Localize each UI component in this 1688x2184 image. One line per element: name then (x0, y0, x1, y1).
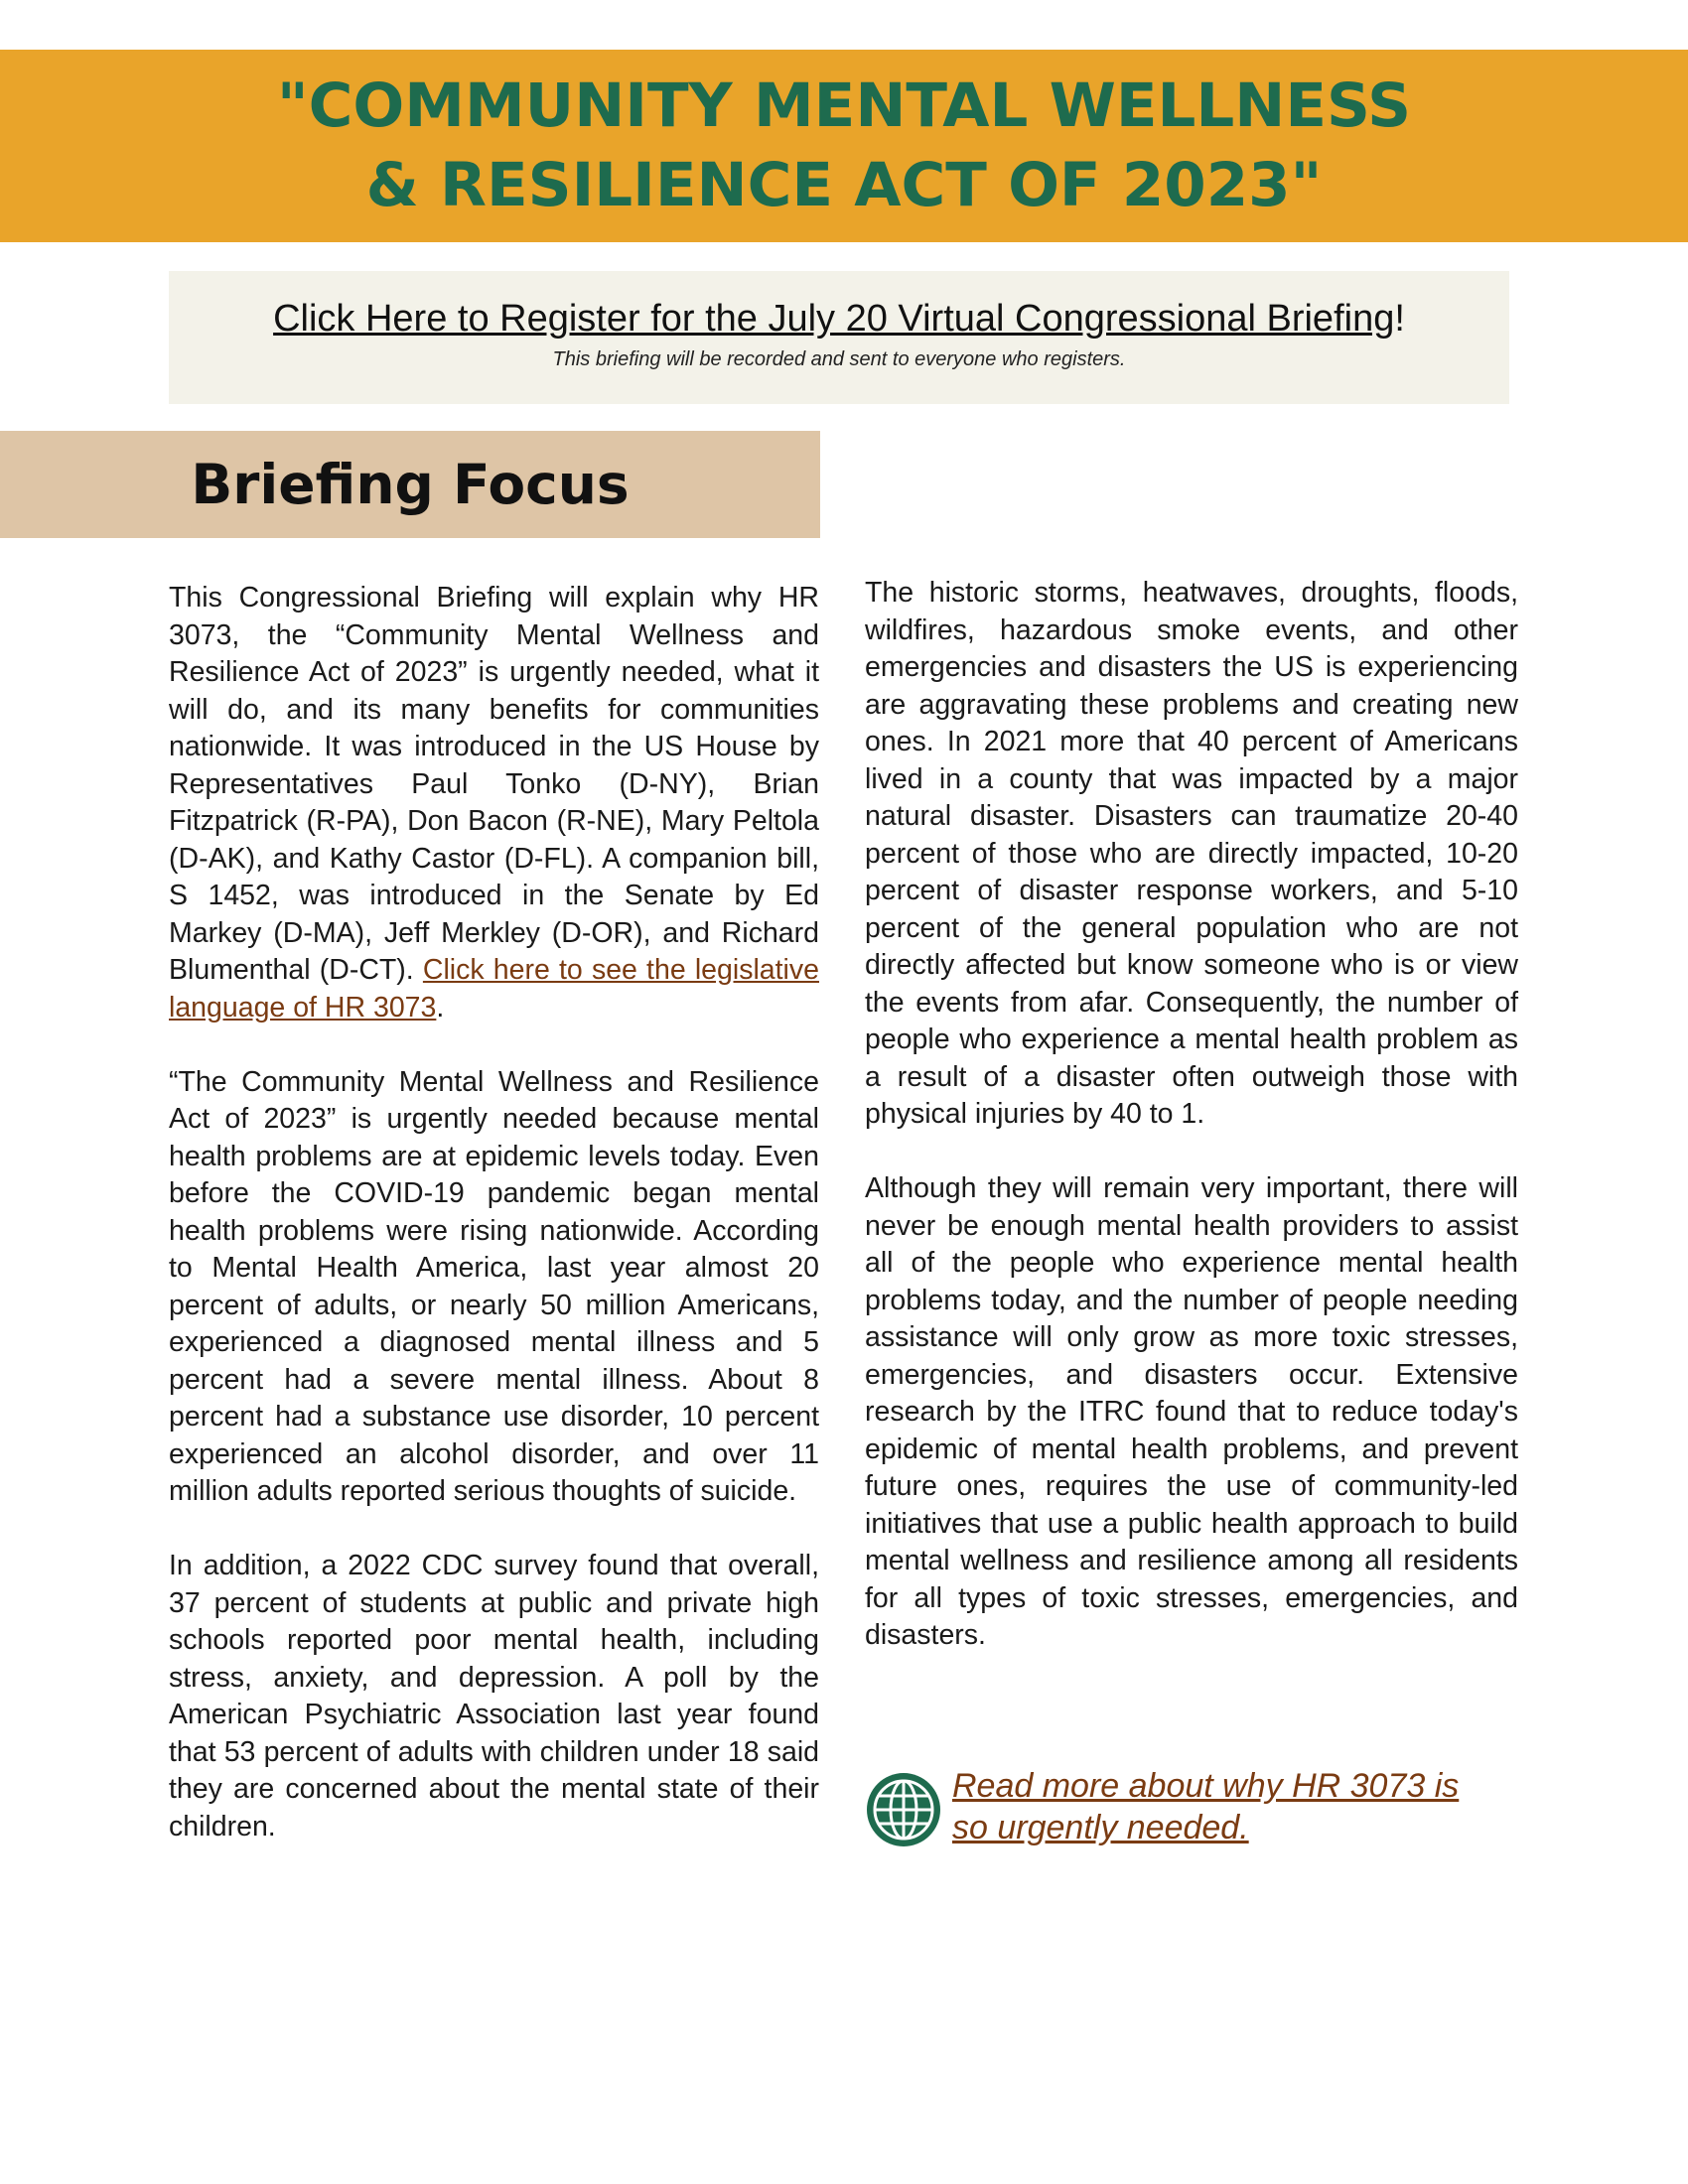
title-banner (0, 50, 1688, 242)
section-heading: Briefing Focus (191, 453, 630, 516)
right-column (865, 575, 1518, 1692)
register-link[interactable]: Click Here to Register for the July 20 Virtual Congressional Briefing (273, 298, 1395, 340)
section-heading-box (0, 431, 820, 538)
right-paragraph-1: The historic storms, heatwaves, droughts, floods, wildfires, hazardous smoke events, and other emergencies and disasters the US is experiencing are aggravating these problems and creating new ones. In 2021 more that 40 percent of Americans lived in a county that was impacted by a major natural disaster. Disasters can traumatize 20-40 percent of those who are directly impacted, 10-20 percent of disaster response workers, and 5-10 percent of the general population who are not directly affected but know someone who is or view the events from afar. Consequently, the number of people who experience a mental health problem as a result of a disaster often outweigh those with physical injuries by 40 to 1. (865, 577, 1518, 1130)
title-line-1: "COMMUNITY MENTAL WELLNESS (276, 70, 1412, 141)
register-note: This briefing will be recorded and sent to everyone who registers. (552, 348, 1126, 370)
right-paragraph-2: Although they will remain very important, there will never be enough mental health providers to assist all of the people who experience mental health problems today, and the number of people needing assistance will only grow as more toxic stresses, emergencies, and disasters occur. Extensive research by the ITRC found that to reduce today's epidemic of mental health problems, and prevent future ones, requires the use of community-led initiatives that use a public health approach to build mental wellness and resilience among all residents for all types of toxic stresses, emergencies, and disasters. (865, 1172, 1518, 1651)
globe-icon[interactable] (865, 1771, 942, 1848)
read-more (865, 1765, 1520, 1848)
left-paragraph-1 (169, 580, 819, 1026)
register-line (169, 295, 1509, 342)
title-line-2: & RESILIENCE ACT OF 2023" (365, 150, 1323, 220)
read-more-link[interactable]: Read more about why HR 3073 is so urgently needed. (952, 1767, 1460, 1846)
left-paragraph-1-end: . (436, 991, 445, 1024)
register-box (169, 271, 1509, 404)
left-paragraph-1-text: This Congressional Briefing will explain why HR 3073, the “Community Mental Wellness and Resilience Act of 2023” is urgently needed, what it will do, and its many benefits for communities nationwide. It was introduced in the US House by Representatives Paul Tonko (D-NY), Brian Fitzpatrick (R-PA), Don Bacon (R-NE), Mary Peltola (D-AK), and Kathy Castor (D-FL). A companion bill, S 1452, was introduced in the Senate by Ed Markey (D-MA), Jeff Merkley (D-OR), and Richard Blumenthal (D-CT). (169, 582, 819, 986)
legislative-language-link[interactable]: Click here to see the legislative language of HR 3073 (169, 954, 819, 1024)
register-exclamation: ! (1394, 298, 1405, 340)
left-column (169, 580, 819, 1883)
left-paragraph-3: In addition, a 2022 CDC survey found that overall, 37 percent of students at public and private high schools reported poor mental health, including stress, anxiety, and depression. A poll by the American Psychiatric Association last year found that 53 percent of adults with children under 18 said they are concerned about the mental state of their children. (169, 1550, 819, 1843)
left-paragraph-2: “The Community Mental Wellness and Resilience Act of 2023” is urgently needed because mental health problems are at epidemic levels today. Even before the COVID-19 pandemic began mental health problems were rising nationwide. According to Mental Health America, last year almost 20 percent of adults, or nearly 50 million Americans, experienced a diagnosed mental illness and 5 percent had a severe mental illness. About 8 percent had a substance use disorder, 10 percent experienced an alcohol disorder, and over 11 million adults reported serious thoughts of suicide. (169, 1065, 819, 1507)
